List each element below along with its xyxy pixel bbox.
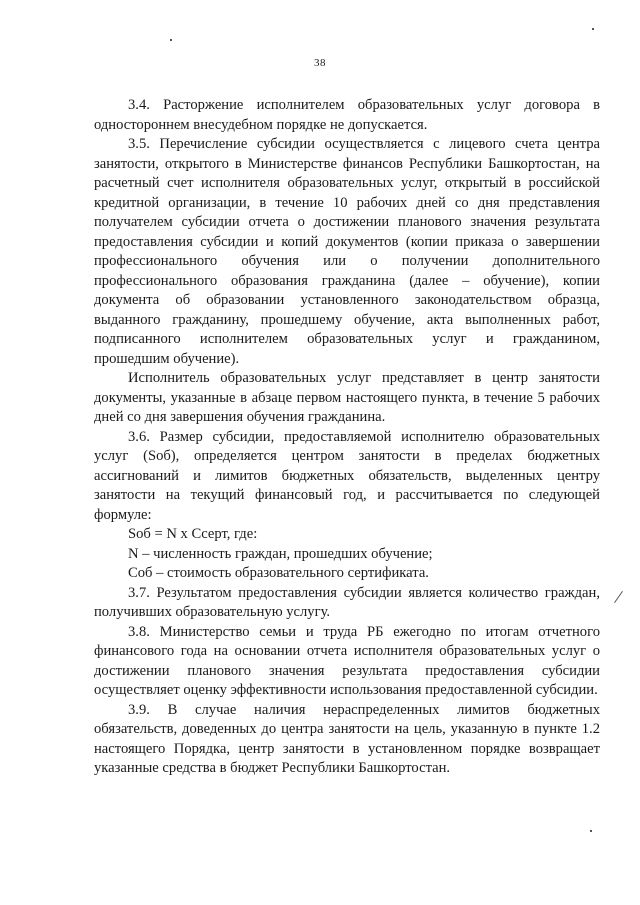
paragraph-3-6: 3.6. Размер субсидии, предоставляемой исполнителю образовательных услуг (Sоб), определяется центром занятости в пределах бюджетных ассигнований и лимитов бюджетных обязательств, выделенных центру занятости на текущий финансовый год, и рассчитывается по следующей формуле: bbox=[94, 428, 600, 523]
paragraph-3-5: 3.5. Перечисление субсидии осуществляется с лицевого счета центра занятости, открытого в Министерстве финансов Республики Башкортостан, на расчетный счет исполнителя образовательных услуг, открытый в российской кредитной организации, в течение 10 рабочих дней со дня представления получателем субсидии отчета о достижении планового значения результата предоставления субсидии и копий документов (копии приказа о завершении профессионального обучения или о получении дополнительного профессионального образования гражданина (далее – обучение), копии документа об образовании установленного законодательством образца, выданного гражданину, прошедшему обучение, акта выполненных работ, подписанного исполнителем образовательных услуг и гражданином, прошедшим обучение). bbox=[94, 136, 600, 367]
paragraph-3-5-second: Исполнитель образовательных услуг представляет в центр занятости документы, указанные в абзаце первом настоящего пункта, в течение 5 рабочих дней со дня завершения обучения гражданина. bbox=[94, 370, 600, 425]
subsidy-formula: Sоб = N х Cсерт, где: bbox=[128, 526, 258, 542]
scan-mark-top bbox=[170, 39, 172, 41]
scan-mark-right bbox=[592, 28, 594, 30]
paragraph-3-4: 3.4. Расторжение исполнителем образовательных услуг договора в одностороннем внесудебном порядке не допускается. bbox=[94, 97, 600, 133]
scan-mark-bottom bbox=[590, 830, 592, 832]
scan-mark-margin-line bbox=[614, 591, 623, 603]
paragraph-3-9: 3.9. В случае наличия нераспределенных лимитов бюджетных обязательств, доведенных до центра занятости на цель, указанную в пункте 1.2 настоящего Порядка, центр занятости в установленном порядке возвращает указанные средства в бюджет Республики Башкортостан. bbox=[94, 701, 600, 776]
page-number: 38 bbox=[314, 57, 326, 69]
document-body bbox=[94, 96, 600, 779]
paragraph-3-7: 3.7. Результатом предоставления субсидии является количество граждан, получивших образовательную услугу. bbox=[94, 584, 600, 620]
formula-c-definition: Cоб – стоимость образовательного сертификата. bbox=[128, 565, 429, 581]
paragraph-3-8: 3.8. Министерство семьи и труда РБ ежегодно по итогам отчетного финансового года на основании отчета исполнителя образовательных услуг о достижении планового значения результата предоставления субсидии осуществляет оценку эффективности использования предоставленной субсидии. bbox=[94, 623, 600, 698]
formula-n-definition: N – численность граждан, прошедших обучение; bbox=[128, 545, 433, 562]
